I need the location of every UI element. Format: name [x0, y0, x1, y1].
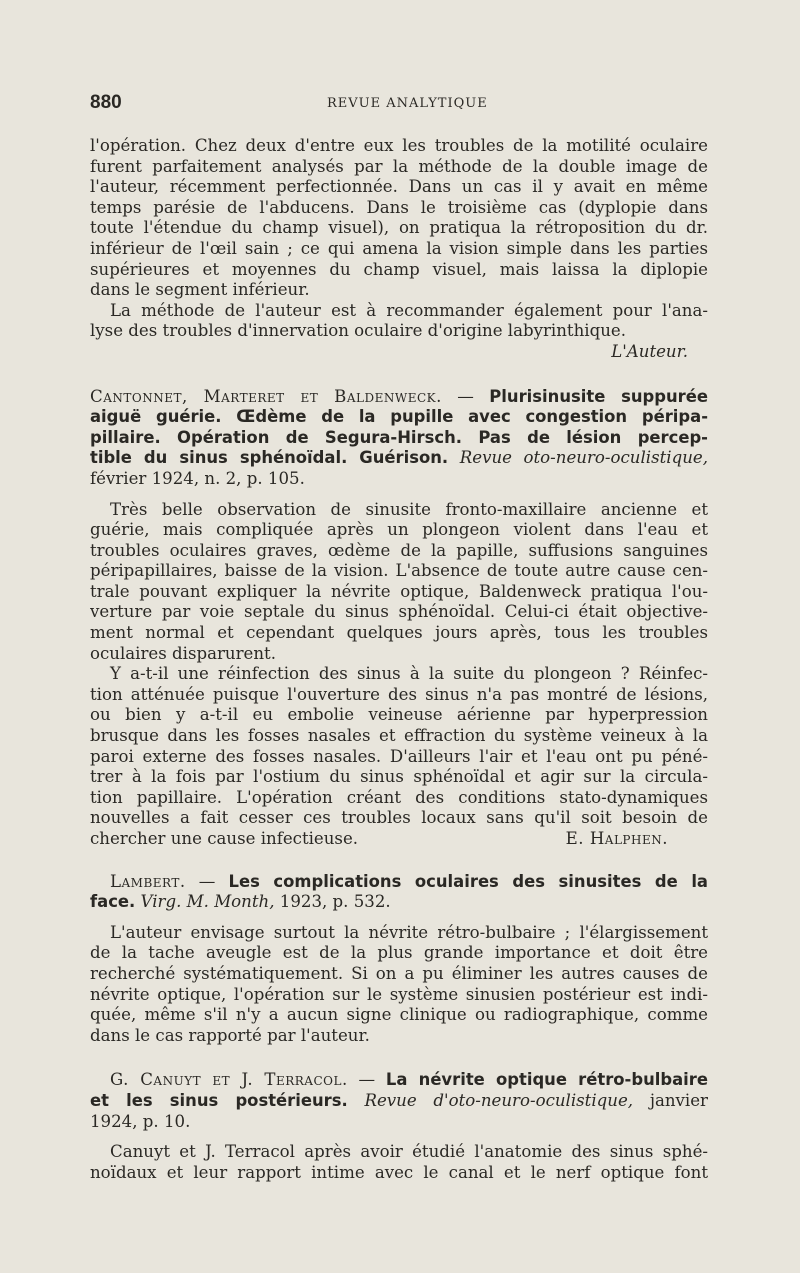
entry-heading-line [90, 892, 708, 913]
text-line: ment normal et cependant quelques jours après, tous les troubles [90, 623, 708, 643]
method-paragraph [90, 301, 708, 363]
entry-title-line: face. [90, 892, 136, 912]
page-header [90, 92, 710, 120]
citation: 1923, p. 532. [279, 892, 391, 912]
text-line: l'opération. Chez deux d'entre eux les troubles de la motilité oculaire [90, 136, 708, 155]
text-line: paroi externe des fosses nasales. D'ailleurs l'air et l'eau ont pu péné- [90, 746, 708, 766]
text-line: toute l'étendue du champ visuel), on pratiqua la rétroposition du dr. [90, 218, 708, 238]
page-body [90, 136, 708, 1183]
text-line: nouvelles a fait cesser ces troubles locaux sans qu'il soit besoin de [90, 808, 708, 828]
entry-title: Les complications oculaires des sinusites de la [228, 871, 708, 891]
text-line: dans le cas rapporté par l'auteur. [90, 1025, 370, 1045]
citation-line: février 1924, n. 2, p. 105. [90, 468, 305, 488]
text-line: furent parfaitement analysés par la méthode de la double image de [90, 156, 708, 176]
page-number: 880 [90, 92, 122, 113]
review-entry-lambert [90, 872, 708, 1047]
text-line: quée, même s'il n'y a aucun signe clinique ou radiographique, comme [90, 1005, 708, 1025]
entry-authors: Lambert. [110, 871, 186, 891]
continuation-paragraph [90, 136, 708, 301]
text-line: tion papillaire. L'opération créant des conditions stato-dynamiques [90, 787, 708, 807]
text-line: Y a-t-il une réinfection des sinus à la suite du plongeon ? Réinfec- [110, 664, 708, 684]
text-line: inférieur de l'œil sain ; ce qui amena la vision simple dans les parties [90, 238, 708, 258]
text-line: recherché systématiquement. Si on a pu éliminer les autres causes de [90, 963, 708, 983]
text-line: dans le segment inférieur. [90, 280, 310, 300]
entry-title-line: pillaire. Opération de Segura-Hirsch. Pas de lésion percep- [90, 427, 708, 447]
text-line: lyse des troubles d'innervation oculaire d'origine labyrinthique. [90, 321, 626, 341]
text-line: Très belle observation de sinusite fronto-maxillaire ancienne et [110, 499, 708, 519]
entry-heading-line: Cantonnet, Marteret et Baldenweck. — Plurisinusite suppurée [90, 386, 708, 406]
text-line [90, 829, 708, 850]
text-line: Canuyt et J. Terracol après avoir étudié l'anatomie des sinus sphé- [110, 1142, 708, 1162]
entry-authors: G. Canuyt et J. Terracol. [110, 1070, 348, 1090]
text-line: guérie, mais compliquée après un plongeon violent dans l'eau et [90, 520, 708, 540]
citation: janvier [649, 1090, 708, 1110]
entry-heading-line: Lambert. — Les complications oculaires des sinusites de la [110, 871, 708, 891]
text-line: temps parésie de l'abducens. Dans le troisième cas (dyplopie dans [90, 197, 708, 217]
text-line: verture par voie septale du sinus sphénoïdal. Celui-ci était objective- [90, 602, 708, 622]
text-line: trer à la fois par l'ostium du sinus sphénoïdal et agir sur la circula- [90, 767, 708, 787]
running-head: REVUE ANALYTIQUE [327, 96, 488, 111]
text-line: La méthode de l'auteur est à recommander également pour l'ana- [110, 300, 708, 320]
review-entry-plurisinusite [90, 387, 708, 850]
review-entry-canuyt-terracol [90, 1070, 708, 1183]
text-line: supérieures et moyennes du champ visuel, mais laissa la diplopie [90, 259, 708, 279]
journal-name: Virg. M. Month, [140, 892, 275, 912]
entry-title-line: tible du sinus sphénoïdal. Guérison. [90, 448, 449, 468]
text-line: ou bien y a-t-il eu embolie veineuse aérienne par hyperpression [90, 705, 708, 725]
entry-title-line: aiguë guérie. Œdème de la pupille avec congestion péripa- [90, 407, 708, 427]
text-line: l'auteur, récemment perfectionnée. Dans un cas il y avait en même [90, 177, 708, 197]
citation-line: 1924, p. 10. [90, 1111, 191, 1131]
entry-authors: Cantonnet, Marteret et Baldenweck. [90, 386, 442, 406]
entry-heading-line [90, 448, 708, 469]
review-paragraph [90, 1142, 708, 1183]
journal-name: Revue oto-neuro-oculistique, [459, 448, 708, 468]
author-signature: L'Auteur. [611, 341, 688, 361]
text-line: oculaires disparurent. [90, 643, 276, 663]
text-line: de la tache aveugle est de la plus grande importance et doit être [90, 943, 708, 963]
text-line: L'auteur envisage surtout la névrite rétro-bulbaire ; l'élargissement [110, 922, 708, 942]
text-line: brusque dans les fosses nasales et effraction du système veineux à la [90, 726, 708, 746]
text-fragment: chercher une cause infectieuse. [90, 829, 359, 848]
entry-title: La névrite optique rétro-bulbaire [385, 1070, 708, 1090]
text-line: péripapillaires, baisse de la vision. L'absence de toute autre cause cen- [90, 561, 708, 581]
entry-heading-line [90, 1091, 708, 1112]
entry-heading-line: G. Canuyt et J. Terracol. — La névrite optique rétro-bulbaire [110, 1070, 708, 1090]
review-paragraph [90, 664, 708, 849]
text-line: noïdaux et leur rapport intime avec le canal et le nerf optique font [90, 1162, 708, 1182]
journal-name: Revue d'oto-neuro-oculistique, [364, 1090, 634, 1110]
text-line: troubles oculaires graves, œdème de la papille, suffusions sanguines [90, 540, 708, 560]
reviewer-signature: E. Halphen. [565, 829, 668, 848]
review-paragraph [90, 923, 708, 1047]
text-line: névrite optique, l'opération sur le système sinusien postérieur est indi- [90, 984, 708, 1004]
review-paragraph [90, 500, 708, 665]
text-line: tion atténuée puisque l'ouverture des sinus n'a pas montré de lésions, [90, 684, 708, 704]
entry-title-line: et les sinus postérieurs. [90, 1090, 348, 1110]
text-line: trale pouvant expliquer la névrite optique, Baldenweck pratiqua l'ou- [90, 581, 708, 601]
entry-title: Plurisinusite suppurée [489, 386, 708, 406]
